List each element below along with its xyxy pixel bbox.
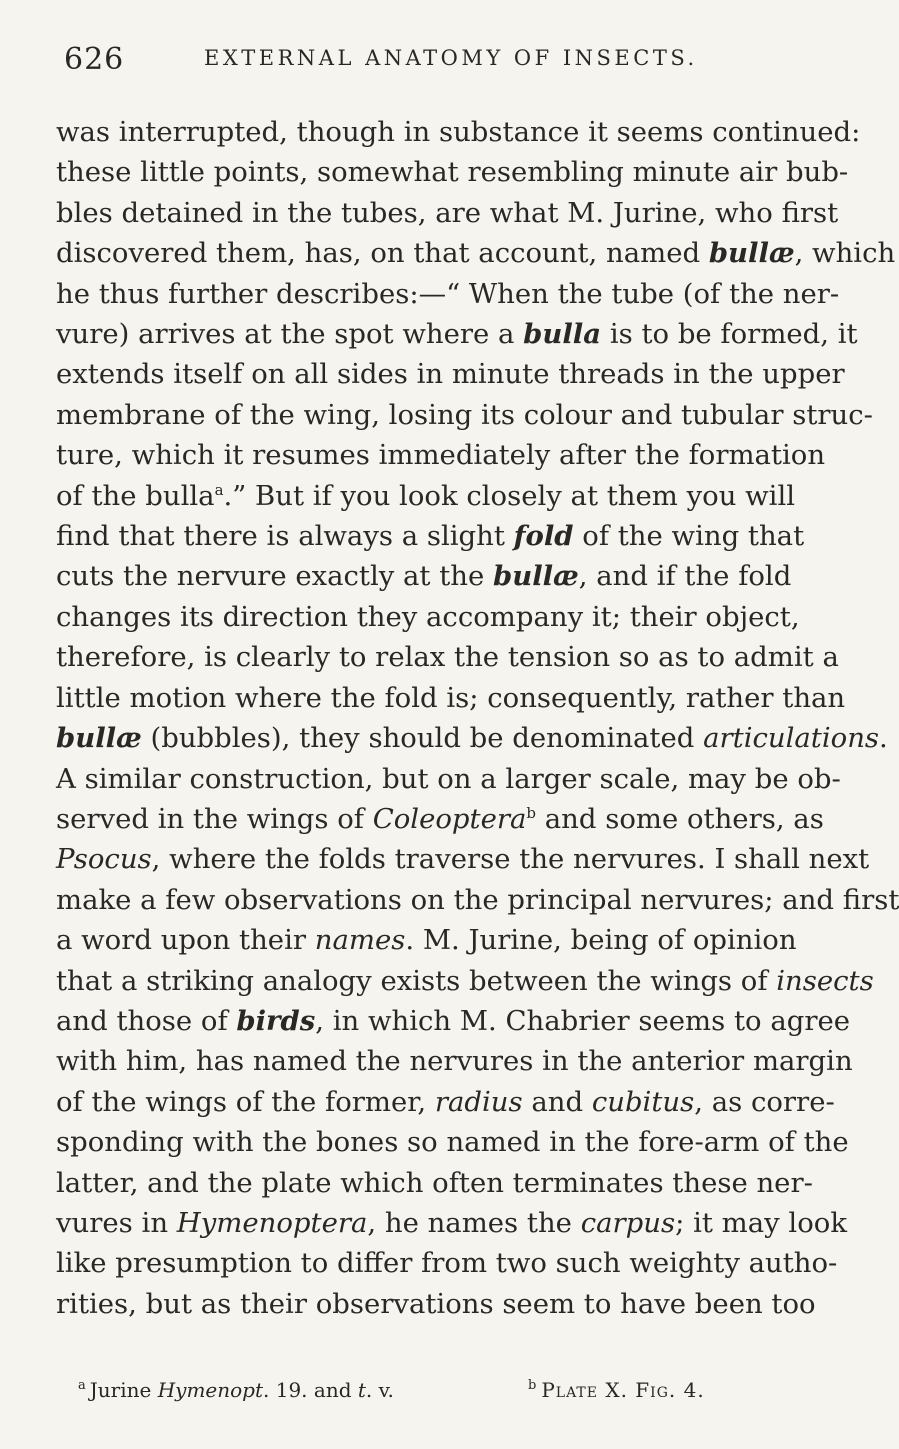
text-run: he thus further describes:—“ When the tube (of the ner-	[56, 277, 840, 310]
text-run: ; it may look	[675, 1206, 847, 1239]
text-run: , he names the	[367, 1206, 581, 1239]
text-line	[56, 1082, 835, 1122]
text-line	[56, 1284, 816, 1324]
text-run: . 19. and	[263, 1378, 358, 1402]
text-line	[56, 1041, 853, 1081]
page-number: 626	[64, 42, 125, 77]
text-line	[56, 476, 796, 516]
text-run: , in which M. Chabrier seems to agree	[315, 1004, 851, 1037]
text-run: . M. Jurine, being of opinion	[405, 924, 797, 957]
text-line	[56, 961, 874, 1001]
text-run: . 4.	[668, 1378, 705, 1402]
text-run: , which	[794, 237, 896, 270]
text-run: membrane of the wing, losing its colour and tubular struc-	[56, 398, 873, 431]
text-run: articulations	[703, 722, 880, 755]
text-line	[56, 1203, 847, 1243]
text-run: carpus	[580, 1206, 676, 1239]
text-line	[56, 274, 840, 314]
text-run: vure) arrives at the spot where a	[56, 318, 524, 351]
text-line	[56, 920, 797, 960]
running-head: EXTERNAL ANATOMY OF INSECTS.	[204, 46, 698, 70]
text-run: Jurine	[89, 1378, 158, 1402]
footnote-b	[528, 1378, 705, 1402]
footnote-marker: a	[214, 480, 224, 499]
text-run: vures in	[56, 1206, 177, 1239]
text-run: ture, which it resumes immediately after the formation	[56, 439, 826, 472]
text-line	[56, 1243, 838, 1283]
text-run: is to be formed, it	[601, 318, 858, 351]
text-run: that a striking analogy exists between the wings of	[56, 964, 777, 997]
text-run: a word upon their	[56, 924, 315, 957]
text-line	[56, 1163, 813, 1203]
text-run: these little points, somewhat resembling minute air bub-	[56, 156, 849, 189]
text-line	[56, 839, 870, 879]
text-line	[56, 233, 896, 273]
text-run: , as corre-	[694, 1085, 835, 1118]
text-run: birds	[236, 1004, 316, 1037]
footnote-marker: b	[528, 1378, 538, 1394]
text-line	[56, 1122, 849, 1162]
text-run: rities, but as their observations seem to have been too	[56, 1287, 816, 1320]
text-run: (bubbles), they should be denominated	[141, 722, 704, 755]
text-run: Coleoptera	[372, 802, 527, 835]
text-run: insects	[776, 964, 874, 997]
text-run: latter, and the plate which often terminates these ner-	[56, 1166, 813, 1199]
text-run: therefore, is clearly to relax the tension so as to admit a	[56, 641, 839, 674]
text-run: like presumption to differ from two such weighty autho-	[56, 1247, 838, 1280]
text-run: was interrupted, though in substance it seems continued:	[56, 116, 861, 148]
footnote-marker: b	[526, 803, 537, 822]
text-run: fold	[513, 520, 574, 553]
text-run: extends itself on all sides in minute threads in the upper	[56, 358, 845, 391]
footnote-a	[78, 1378, 394, 1402]
text-line	[56, 637, 839, 677]
text-run: bles detained in the tubes, are what M. Jurine, who first	[56, 196, 839, 229]
text-line	[56, 597, 800, 637]
text-line	[56, 516, 805, 556]
text-run: Fig	[635, 1378, 669, 1402]
text-line	[56, 718, 888, 758]
text-run: cubitus	[591, 1085, 695, 1118]
text-run: sponding with the bones so named in the fore-arm of the	[56, 1126, 849, 1159]
text-line	[56, 435, 826, 475]
text-line	[56, 395, 873, 435]
text-line	[56, 193, 839, 233]
text-run: Psocus	[56, 843, 152, 876]
text-run: X.	[597, 1378, 636, 1402]
text-run: bulla	[523, 318, 602, 351]
text-run: discovered them, has, on that account, named	[56, 237, 709, 270]
footnotes	[78, 1378, 760, 1418]
body-text	[56, 112, 899, 1324]
text-run: of the wings of the former,	[56, 1085, 435, 1118]
text-run: make a few observations on the principal nervures; and first	[56, 883, 899, 916]
text-run: and	[522, 1085, 592, 1118]
text-run: of the wing that	[573, 520, 805, 553]
text-run: Hymenopt	[157, 1378, 264, 1402]
text-run: bullæ	[56, 722, 142, 755]
text-run: bullæ	[493, 560, 579, 593]
text-line	[56, 314, 858, 354]
text-run: .	[879, 722, 888, 755]
text-line	[56, 354, 845, 394]
text-run: A similar construction, but on a larger scale, may be ob-	[56, 762, 841, 795]
text-run: cuts the nervure exactly at the	[56, 560, 494, 593]
text-run: served in the wings of	[56, 802, 373, 835]
text-run: names	[314, 924, 406, 957]
text-run: . v.	[365, 1378, 394, 1402]
text-line	[56, 112, 861, 152]
text-line	[56, 759, 841, 799]
text-run: t	[357, 1378, 366, 1402]
text-run: , where the folds traverse the nervures. I shall next	[151, 843, 870, 876]
text-run: Plate	[541, 1378, 598, 1402]
text-line	[56, 880, 899, 920]
text-line	[56, 1001, 851, 1041]
text-run: with him, has named the nervures in the anterior margin	[56, 1045, 853, 1078]
text-line	[56, 799, 824, 839]
text-line	[56, 678, 846, 718]
text-run: , and if the fold	[578, 560, 792, 593]
text-run: and those of	[56, 1004, 237, 1037]
text-line	[56, 152, 849, 192]
text-run: .” But if you look closely at them you will	[223, 479, 796, 512]
text-run: bullæ	[708, 237, 795, 270]
text-run: changes its direction they accompany it; their object,	[56, 600, 800, 633]
text-run: and some others, as	[536, 802, 824, 835]
text-line	[56, 556, 792, 596]
text-run: radius	[434, 1085, 523, 1118]
text-run: Hymenoptera	[176, 1206, 368, 1239]
text-run: of the bulla	[56, 479, 215, 512]
text-run: little motion where the fold is; consequently, rather than	[56, 681, 846, 714]
page-header	[64, 42, 760, 82]
footnote-marker: a	[78, 1378, 86, 1394]
text-run: find that there is always a slight	[56, 520, 514, 553]
